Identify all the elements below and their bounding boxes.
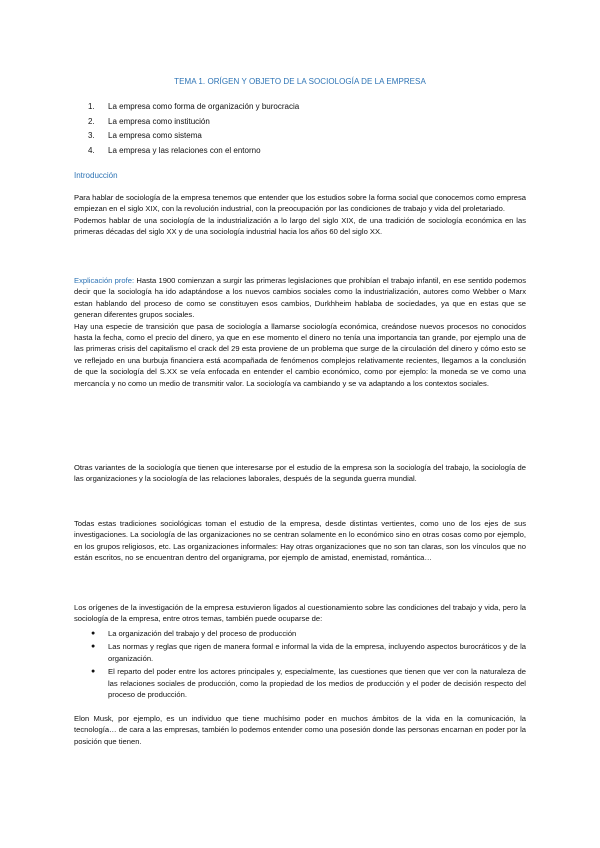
toc-number: 2. [88, 116, 95, 126]
explanation-text: Hasta 1900 comienzan a surgir las primeras legislaciones que prohibían el trabajo infantil, en ese sentido podemos decir que la sociología ha ido adaptándose a los nuevos cambios sociales como la industrialización, autores como Webber o Marx estan hablando del proceso de como se constituyen esos cambios, Durkhheim hablaba de sociedades, ya que en estas que se generan diferentes grupos sociales. [74, 276, 526, 320]
toc-text: La empresa como institución [108, 116, 210, 126]
other-variants-paragraph: Otras variantes de la sociología que tienen que interesarse por el estudio de la empresa son la sociología del trabajo, la sociología de las organizaciones y la sociología de las relaciones laborales, después de la segunda guerra mundial. [74, 463, 526, 484]
bullet-text: El reparto del poder entre los actores principales y, especialmente, las cuestiones que tienen que ver con la naturaleza de las relaciones sociales de producción, como la propiedad de los medios de producción y el poder de decisión respecto del proceso de producción. [108, 667, 526, 700]
bullet-text: Las normas y reglas que rigen de manera formal e informal la vida de la empresa, incluyendo aspectos burocráticos y de la organización. [108, 642, 526, 663]
origins-intro [74, 602, 526, 625]
intro-paragraph-2: Podemos hablar de una sociología de la industrialización a lo largo del siglo XIX, de una tradición de sociología económica en las primeras décadas del siglo XX y de una sociología industrial hacia los años 60 del siglo XX. [74, 215, 526, 237]
page-title: TEMA 1. ORÍGEN Y OBJETO DE LA SOCIOLOGÍA DE LA EMPRESA [174, 77, 426, 86]
list-item [74, 628, 526, 639]
bullet-text: La organización del trabajo y del proceso de producción [108, 629, 297, 638]
table-of-contents [88, 100, 299, 158]
toc-item [88, 100, 299, 115]
explanation-label: Explicación profe: [74, 276, 135, 285]
intro-paragraph-1: Para hablar de sociología de la empresa tenemos que entender que los estudios sobre la forma social que conocemos como empresa empiezan en el siglo XIX, con la revolución industrial, con la preocupación por las condiciones de trabajo y vida del proletariado. [74, 193, 526, 214]
list-item [74, 641, 526, 664]
intro-section [74, 192, 526, 238]
bullet-icon: ● [91, 630, 96, 637]
traditions-section [74, 518, 526, 564]
list-item [74, 666, 526, 700]
toc-number: 1. [88, 102, 95, 111]
toc-text: La empresa como forma de organización y burocracia [108, 102, 300, 111]
toc-item [88, 115, 299, 130]
toc-item [88, 144, 299, 159]
bullet-icon: ● [91, 643, 96, 651]
toc-number: 3. [88, 131, 95, 140]
explanation-section [74, 275, 526, 389]
explanation-paragraph-2: Hay una especie de transición que pasa de sociología a llamarse sociología económica, creándose nuevos procesos no conocidos hasta la fecha, como el precio del dinero, ya que en ese momento el dinero no tenía una importancia tan grande, por ejemplo una de las primeras crisis del capitalismo el crack del 29 esta proviene de un problema que surge de la circulación del dinero y cómo esto se ve reflejado en una burbuja financiera está acompañada de fenómenos complejos relativamente recientes, llegamos a la conclusión de que la sociología del S.XX se veía enfocada en entender el cambio económico, como por ejemplo: la moneda se ve como una mercancía y no como un medio de transmitir valor. La sociología va cambiando y se va adaptando a los contextos sociales. [74, 321, 526, 388]
other-variants-section [74, 462, 526, 485]
toc-item [88, 129, 299, 144]
explanation-paragraph-1 [74, 275, 526, 321]
elon-section [74, 713, 526, 747]
toc-text: La empresa y las relaciones con el entorno [108, 145, 261, 155]
toc-text: La empresa como sistema [108, 131, 202, 140]
elon-paragraph: Elon Musk, por ejemplo, es un individuo que tiene muchísimo poder en muchos ámbitos de la vida en la comunicación, la tecnología… de cara a las empresas, también lo podemos entender como una posesión donde las personas encarnan en poder por la posición que tienen. [74, 714, 526, 746]
origins-paragraph: Los orígenes de la investigación de la empresa estuvieron ligados al cuestionamiento sobre las condiciones del trabajo y vida, pero la sociología de la empresa, entre otros temas, también puede ocuparse de: [74, 603, 526, 624]
bullet-icon: ● [91, 668, 96, 676]
toc-number: 4. [88, 145, 95, 155]
origins-bullet-list [74, 628, 526, 700]
intro-heading: Introducción [74, 171, 118, 180]
traditions-paragraph: Todas estas tradiciones sociológicas toman el estudio de la empresa, desde distintas vertientes, como uno de los ejes de sus investigaciones. La sociología de las organizaciones no se centran solamente en lo económico sino en otras cosas como por ejemplo, en los grupos religiosos, etc. Las organizaciones informales: Hay otras organizaciones que no son tan claras, son los vínculos que no están escritos, no se encuentran dentro del organigrama, por ejemplo de amistad, enemistad, romántica… [74, 519, 526, 563]
